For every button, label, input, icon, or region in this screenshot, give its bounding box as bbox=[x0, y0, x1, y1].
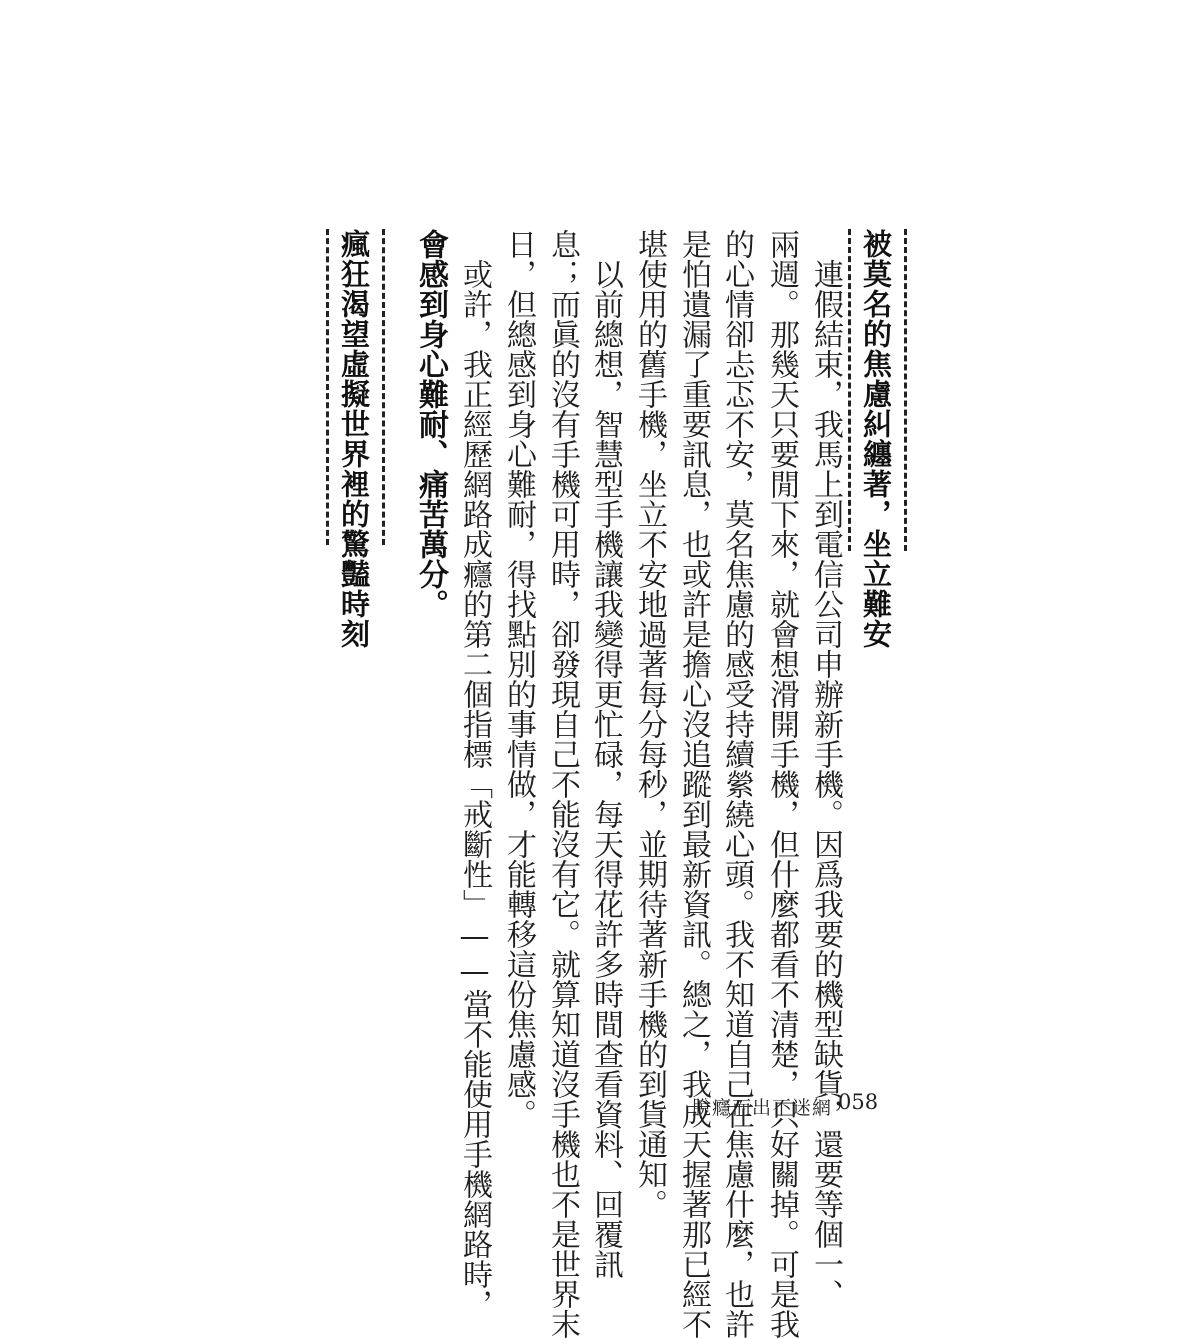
body-text-line: 的心情卻忐忑不安，莫名焦慮的感受持續縈繞心頭。我不知道自己在焦慮什麼，也許 bbox=[719, 229, 754, 1339]
body-text-line: 以前總想，智慧型手機讓我變得更忙碌，每天得花許多時間查看資料、回覆訊 bbox=[588, 229, 623, 1279]
body-text-emphasis-line: 會感到身心難耐、痛苦萬分。 bbox=[413, 229, 448, 619]
page-number: 058 bbox=[838, 1090, 879, 1114]
body-text-line: 兩週。那幾天只要閒下來，就會想滑開手機，但什麼都看不清楚，只好關掉。可是我 bbox=[764, 229, 799, 1339]
running-footer-title: 脫癮而出不迷網 bbox=[692, 1097, 833, 1119]
body-text-line: 是怕遺漏了重要訊息，也或許是擔心沒追蹤到最新資訊。總之，我成天握著那已經不 bbox=[676, 229, 711, 1339]
body-text-line: 或許，我正經歷網路成癮的第二個指標「戒斷性」——當不能使用手機網路時， bbox=[457, 229, 492, 1319]
section-heading: 被莫名的焦慮糾纏著，坐立難安 bbox=[859, 229, 893, 649]
body-text-line: 連假結束，我馬上到電信公司申辦新手機。因爲我要的機型缺貨，還要等個一、 bbox=[808, 229, 843, 1309]
heading-rule bbox=[382, 229, 385, 545]
body-text-line: 堪使用的舊手機，坐立不安地過著每分每秒，並期待著新手機的到貨通知。 bbox=[632, 229, 667, 1219]
body-text-line: 日，但總感到身心難耐，得找點別的事情做，才能轉移這份焦慮感。 bbox=[501, 229, 536, 1129]
heading-rule bbox=[904, 229, 907, 551]
section-heading: 瘋狂渴望虛擬世界裡的驚豔時刻 bbox=[337, 229, 371, 649]
body-text-line: 息；而眞的沒有手機可用時，卻發現自己不能沒有它。就算知道沒手機也不是世界末 bbox=[545, 229, 580, 1339]
heading-rule bbox=[848, 229, 851, 551]
heading-rule bbox=[326, 229, 329, 545]
